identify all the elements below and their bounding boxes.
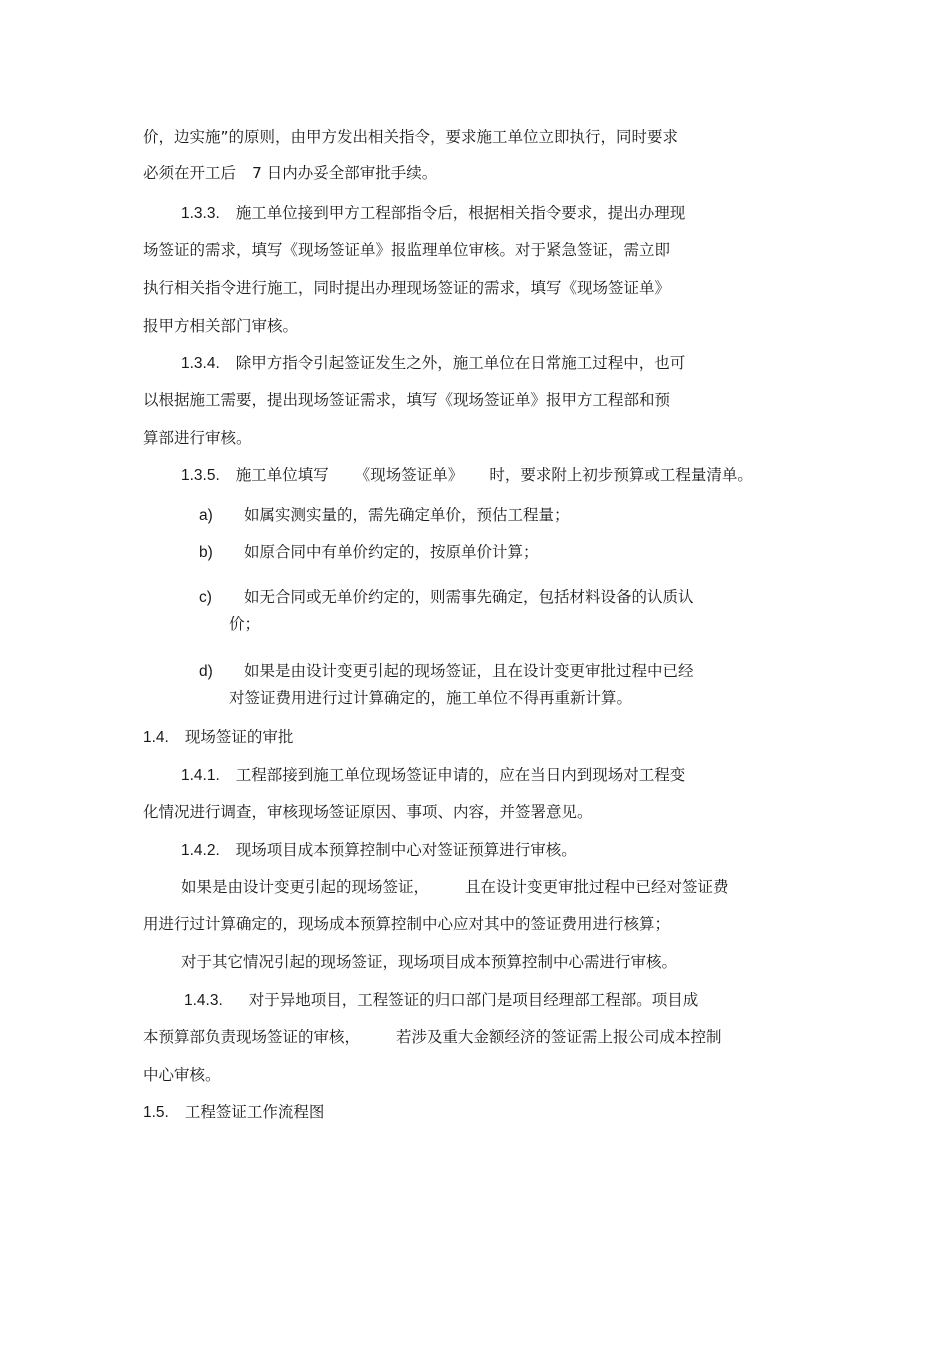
section-text: 化情况进行调查，审核现场签证原因、事项、内容，并签署意见。 [143,803,593,821]
intro-line-2 [143,163,437,183]
section-1-3-5-line-1 [181,465,753,486]
section-1-4-3-line-1 [184,990,698,1011]
section-1-4-3-line-3 [143,1065,221,1085]
section-text: 报甲方相关部门审核。 [143,317,299,335]
section-1-4-1-line-1 [181,765,685,786]
section-number: 1.4. [143,729,169,746]
section-title: 工程签证工作流程图 [184,1103,325,1121]
section-text: 执行相关指令进行施工，同时提出办理现场签证的需求，填写《现场签证单》 [143,279,671,297]
section-number: 1.3.4. [181,355,220,372]
section-1-3-4-line-1 [181,353,685,374]
section-1-4-2-para-1 [181,877,729,897]
list-marker: b) [199,544,213,561]
section-1-4-2-para-2 [143,914,670,934]
list-item-d-line-2 [229,688,632,708]
list-text: 价； [229,615,261,633]
list-item-d-line-1 [199,661,694,682]
section-1-3-3-line-1 [181,203,685,224]
list-marker: d) [199,663,213,680]
intro-text-2a: 必须在开工后 [143,164,237,182]
intro-text-2b: 7 日内办妥全部审批手续。 [252,164,438,182]
section-number: 1.4.1. [181,767,220,784]
section-1-4-2-para-3 [181,952,677,972]
section-text: 用进行过计算确定的，现场成本预算控制中心应对其中的签证费用进行核算； [143,915,671,933]
list-text: 对签证费用进行过计算确定的，施工单位不得再重新计算。 [229,689,633,707]
list-marker: a) [199,507,213,524]
section-text: 对于异地项目，工程签证的归口部门是项目经理部工程部。项目成 [248,991,699,1009]
section-number: 1.4.2. [181,842,220,859]
list-item-c-line-2 [229,614,260,634]
section-text: 以根据施工需要，提出现场签证需求，填写《现场签证单》报甲方工程部和预 [143,391,671,409]
intro-text-1: 价，边实施”的原则，由甲方发出相关指令，要求施工单位立即执行，同时要求 [143,128,679,146]
section-text: 《现场签证单》 [354,466,464,484]
section-number: 1.3.3. [181,205,220,222]
section-text: 现场项目成本预算控制中心对签证预算进行审核。 [235,841,577,859]
section-number: 1.4.3. [184,992,223,1009]
list-item-b [199,542,539,563]
section-1-5-heading [143,1102,324,1123]
section-text: 本预算部负责现场签证的审核， [143,1028,361,1046]
section-1-3-4-line-2 [143,390,670,410]
section-1-4-1-line-2 [143,802,593,822]
section-text: 工程部接到施工单位现场签证申请的，应在当日内到现场对工程变 [235,766,686,784]
section-text: 对于其它情况引起的现场签证，现场项目成本预算控制中心需进行审核。 [181,953,678,971]
list-text: 如属实测实量的，需先确定单价，预估工程量； [244,506,570,524]
section-text: 施工单位接到甲方工程部指令后，根据相关指令要求，提出办理现 [235,204,686,222]
section-1-4-2-line-1 [181,840,577,861]
list-text: 如果是由设计变更引起的现场签证，且在设计变更审批过程中已经 [244,662,694,680]
section-1-3-3-line-3 [143,278,670,298]
section-1-4-3-line-2 [143,1027,722,1047]
list-text: 如原合同中有单价约定的，按原单价计算； [244,543,539,561]
section-text: 中心审核。 [143,1066,221,1084]
intro-line-1 [143,127,678,147]
list-text: 如无合同或无单价约定的，则需事先确定，包括材料设备的认质认 [244,588,694,606]
section-title: 现场签证的审批 [184,728,294,746]
section-1-3-3-line-4 [143,316,298,336]
section-text: 若涉及重大金额经济的签证需上报公司成本控制 [396,1028,722,1046]
section-text: 除甲方指令引起签证发生之外，施工单位在日常施工过程中，也可 [235,354,686,372]
section-text: 算部进行审核。 [143,429,252,447]
section-1-3-3-line-2 [143,240,670,260]
section-text: 如果是由设计变更引起的现场签证， [181,878,430,896]
section-1-4-heading [143,727,293,748]
section-number: 1.3.5. [181,467,220,484]
list-item-c-line-1 [199,587,694,608]
section-text: 且在设计变更审批过程中已经对签证费 [465,878,729,896]
section-1-3-4-line-3 [143,428,252,448]
section-text: 施工单位填写 [235,466,329,484]
section-number: 1.5. [143,1104,169,1121]
section-text: 时，要求附上初步预算或工程量清单。 [489,466,753,484]
section-text: 场签证的需求，填写《现场签证单》报监理单位审核。对于紧急签证，需立即 [143,241,671,259]
list-item-a [199,505,570,526]
list-marker: c) [199,589,212,606]
